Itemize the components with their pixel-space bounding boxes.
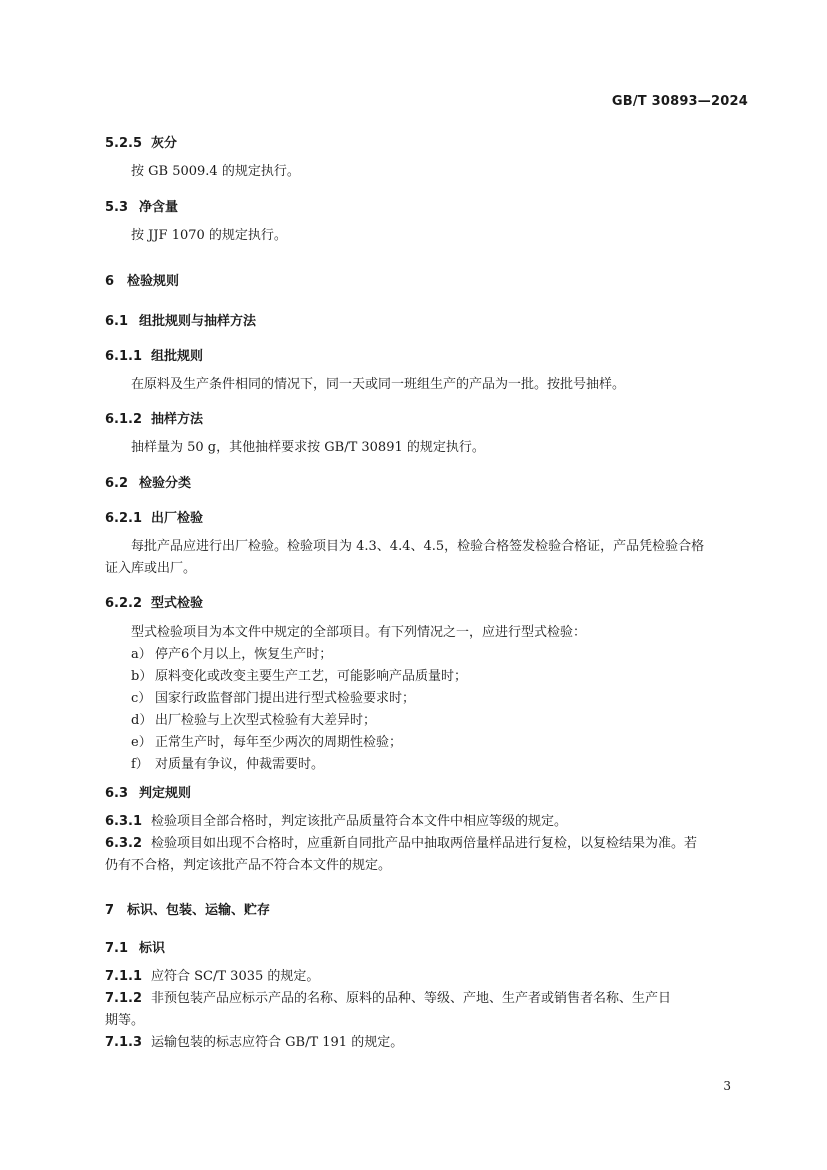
section-title: 抽样方法 — [151, 412, 204, 427]
heading-6 — [105, 270, 750, 289]
clause-text: 运输包装的标志应符合 GB/T 191 的规定。 — [151, 1035, 404, 1050]
page-number: 3 — [723, 1079, 731, 1093]
list-text: 出厂检验与上次型式检验有大差异时； — [155, 713, 377, 728]
section-number: 6.2.2 — [105, 596, 143, 611]
paragraph-line: 每批产品应进行出厂检验。检验项目为 4.3、4.4、4.5，检验合格签发检验合格证，产品凭检验合格 — [131, 539, 705, 554]
heading-6-1-2 — [105, 408, 750, 427]
clause-text: 应符合 SC/T 3035 的规定。 — [151, 969, 320, 984]
heading-6-2-1 — [105, 507, 750, 526]
section-title: 净含量 — [139, 200, 179, 215]
list-marker: e） — [131, 735, 152, 750]
clause-text: 检验项目全部合格时，判定该批产品质量符合本文件中相应等级的规定。 — [151, 814, 568, 829]
list-marker: d） — [131, 713, 153, 728]
clause-number: 6.3.2 — [105, 836, 143, 851]
section-number: 6.1 — [105, 314, 129, 329]
section-title: 出厂检验 — [151, 511, 204, 526]
section-title: 标识、包装、运输、贮存 — [127, 903, 271, 918]
section-number: 5.2.5 — [105, 136, 143, 151]
clause-text: 非预包装产品应标示产品的名称、原料的品种、等级、产地、生产者或销售者名称、生产日 — [151, 991, 672, 1006]
section-number: 7 — [105, 903, 115, 918]
list-text: 国家行政监督部门提出进行型式检验要求时； — [155, 691, 416, 706]
judgment-rules — [105, 811, 750, 877]
heading-6-3 — [105, 782, 750, 801]
heading-7 — [105, 899, 750, 918]
section-number: 7.1 — [105, 941, 129, 956]
clause-continuation: 仍有不合格，判定该批产品不符合本文件的规定。 — [105, 858, 392, 873]
list-text: 原料变化或改变主要生产工艺，可能影响产品质量时； — [155, 669, 468, 684]
section-title: 判定规则 — [139, 786, 192, 801]
heading-5-3 — [105, 196, 750, 215]
clause-7-1-3 — [105, 1032, 750, 1054]
list-item — [105, 666, 750, 688]
heading-6-1 — [105, 310, 750, 329]
clause-6-3-1 — [105, 811, 750, 833]
standard-code: GB/T 30893—2024 — [611, 94, 748, 109]
list-item — [105, 732, 750, 754]
section-number: 6.2.1 — [105, 511, 143, 526]
list-item — [105, 688, 750, 710]
section-number: 6.3 — [105, 786, 129, 801]
list-item — [105, 644, 750, 666]
list-item — [105, 754, 750, 776]
list-marker: c） — [131, 691, 152, 706]
paragraph-5-2-5: 按 GB 5009.4 的规定执行。 — [131, 164, 300, 179]
clause-continuation: 期等。 — [105, 1013, 145, 1028]
section-title: 检验规则 — [127, 274, 180, 289]
clause-text: 检验项目如出现不合格时，应重新自同批产品中抽取两倍量样品进行复检，以复检结果为准。若 — [151, 836, 698, 851]
clause-6-3-2 — [105, 833, 750, 855]
heading-6-1-1 — [105, 345, 750, 364]
clause-7-1-2 — [105, 988, 750, 1010]
paragraph-line: 证入库或出厂。 — [105, 561, 197, 576]
paragraph-6-1-1: 在原料及生产条件相同的情况下，同一天或同一班组生产的产品为一批。按批号抽样。 — [131, 377, 626, 392]
section-number: 6.1.2 — [105, 412, 143, 427]
paragraph-6-1-2: 抽样量为 50 g，其他抽样要求按 GB/T 30891 的规定执行。 — [131, 440, 485, 455]
heading-6-2-2 — [105, 592, 750, 611]
list-marker: b） — [131, 669, 153, 684]
clause-number: 7.1.1 — [105, 969, 143, 984]
section-number: 6.1.1 — [105, 349, 143, 364]
section-number: 6.2 — [105, 476, 129, 491]
heading-5-2-5 — [105, 132, 750, 151]
list-text: 停产6个月以上，恢复生产时； — [155, 647, 333, 662]
clause-number: 6.3.1 — [105, 814, 143, 829]
type-inspection-conditions — [105, 622, 750, 776]
section-title: 灰分 — [151, 136, 178, 151]
section-title: 检验分类 — [139, 476, 192, 491]
section-title: 标识 — [139, 941, 166, 956]
labeling-clauses — [105, 966, 750, 1054]
list-marker: a） — [131, 647, 152, 662]
paragraph-intro: 型式检验项目为本文件中规定的全部项目。有下列情况之一，应进行型式检验： — [131, 625, 587, 640]
heading-6-2 — [105, 472, 750, 491]
section-number: 6 — [105, 274, 115, 289]
clause-number: 7.1.2 — [105, 991, 143, 1006]
list-item — [105, 710, 750, 732]
list-text: 正常生产时，每年至少两次的周期性检验； — [155, 735, 403, 750]
section-title: 组批规则 — [151, 349, 204, 364]
paragraph-5-3: 按 JJF 1070 的规定执行。 — [131, 228, 287, 243]
list-text: 对质量有争议，仲裁需要时。 — [155, 757, 325, 772]
heading-7-1 — [105, 937, 750, 956]
section-number: 5.3 — [105, 200, 129, 215]
list-marker: f） — [131, 757, 149, 772]
section-title: 组批规则与抽样方法 — [139, 314, 257, 329]
section-title: 型式检验 — [151, 596, 204, 611]
clause-7-1-1 — [105, 966, 750, 988]
paragraph-6-2-1 — [105, 536, 750, 580]
clause-number: 7.1.3 — [105, 1035, 143, 1050]
